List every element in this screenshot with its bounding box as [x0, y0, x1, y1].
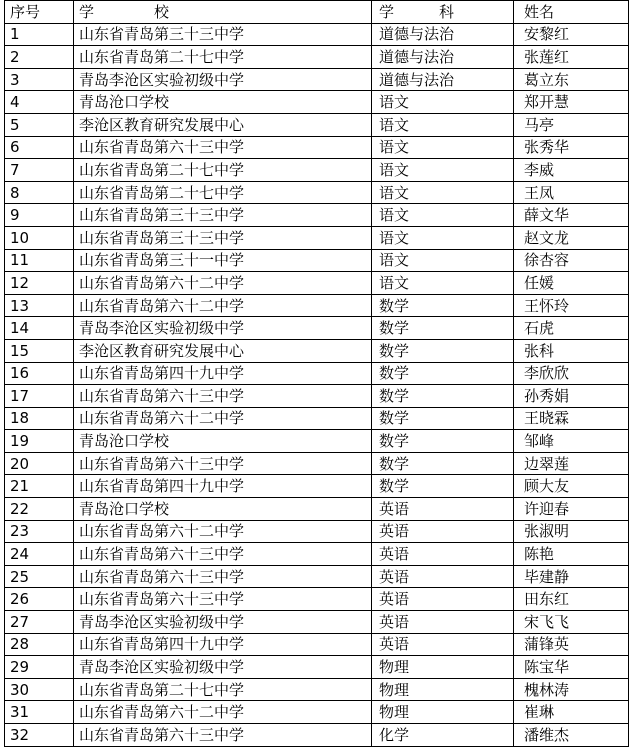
row-subject: 物理 [372, 701, 514, 724]
row-index: 12 [5, 272, 74, 295]
table-row [5, 23, 629, 46]
table-row [5, 430, 629, 453]
table-row [5, 724, 629, 747]
table-row [5, 633, 629, 656]
row-subject: 数学 [372, 452, 514, 475]
row-school: 山东省青岛第二十七中学 [74, 159, 372, 182]
row-index: 7 [5, 159, 74, 182]
table-row [5, 678, 629, 701]
row-index: 6 [5, 136, 74, 159]
row-index: 19 [5, 430, 74, 453]
row-subject: 数学 [372, 294, 514, 317]
row-school: 青岛沧口学校 [74, 430, 372, 453]
table-row [5, 588, 629, 611]
row-name: 毕建静 [514, 565, 629, 588]
row-subject: 英语 [372, 588, 514, 611]
row-subject: 语文 [372, 113, 514, 136]
row-index: 10 [5, 226, 74, 249]
row-school: 山东省青岛第四十九中学 [74, 362, 372, 385]
row-name: 槐林涛 [514, 678, 629, 701]
header-name: 姓名 [514, 1, 629, 24]
row-school: 李沧区教育研究发展中心 [74, 339, 372, 362]
table-row [5, 113, 629, 136]
row-school: 山东省青岛第三十三中学 [74, 226, 372, 249]
row-subject: 英语 [372, 565, 514, 588]
row-subject: 语文 [372, 249, 514, 272]
row-subject: 数学 [372, 362, 514, 385]
row-subject: 语文 [372, 159, 514, 182]
row-school: 青岛李沧区实验初级中学 [74, 656, 372, 679]
table-row [5, 159, 629, 182]
row-name: 宋飞飞 [514, 611, 629, 634]
row-index: 17 [5, 385, 74, 408]
row-index: 11 [5, 249, 74, 272]
row-subject: 语文 [372, 204, 514, 227]
row-name: 任媛 [514, 272, 629, 295]
table-row [5, 362, 629, 385]
row-name: 葛立东 [514, 68, 629, 91]
row-subject: 英语 [372, 633, 514, 656]
row-index: 20 [5, 452, 74, 475]
row-school: 山东省青岛第四十九中学 [74, 475, 372, 498]
row-index: 16 [5, 362, 74, 385]
row-index: 23 [5, 520, 74, 543]
row-name: 张科 [514, 339, 629, 362]
table-row [5, 226, 629, 249]
table-row [5, 181, 629, 204]
row-name: 李威 [514, 159, 629, 182]
row-subject: 数学 [372, 430, 514, 453]
table-row [5, 136, 629, 159]
table-row [5, 565, 629, 588]
row-index: 27 [5, 611, 74, 634]
table-row [5, 249, 629, 272]
table-row [5, 701, 629, 724]
row-name: 王凤 [514, 181, 629, 204]
row-index: 15 [5, 339, 74, 362]
row-subject: 语文 [372, 136, 514, 159]
teacher-roster-table [4, 0, 629, 747]
row-subject: 英语 [372, 611, 514, 634]
row-name: 陈宝华 [514, 656, 629, 679]
row-school: 山东省青岛第六十三中学 [74, 136, 372, 159]
header-subject: 学 科 [372, 1, 514, 24]
row-name: 安黎红 [514, 23, 629, 46]
row-school: 青岛沧口学校 [74, 498, 372, 521]
row-subject: 数学 [372, 407, 514, 430]
row-subject: 英语 [372, 520, 514, 543]
row-index: 4 [5, 91, 74, 114]
table-row [5, 498, 629, 521]
table-row [5, 475, 629, 498]
row-school: 山东省青岛第四十九中学 [74, 633, 372, 656]
row-index: 14 [5, 317, 74, 340]
row-name: 王怀玲 [514, 294, 629, 317]
row-school: 山东省青岛第六十三中学 [74, 543, 372, 566]
table-row [5, 91, 629, 114]
row-subject: 英语 [372, 498, 514, 521]
row-subject: 物理 [372, 656, 514, 679]
row-index: 29 [5, 656, 74, 679]
table-row [5, 543, 629, 566]
row-index: 18 [5, 407, 74, 430]
row-index: 8 [5, 181, 74, 204]
row-name: 张淑明 [514, 520, 629, 543]
row-name: 邹峰 [514, 430, 629, 453]
row-school: 山东省青岛第三十三中学 [74, 204, 372, 227]
table-row [5, 520, 629, 543]
row-name: 田东红 [514, 588, 629, 611]
row-index: 26 [5, 588, 74, 611]
row-school: 山东省青岛第六十二中学 [74, 407, 372, 430]
row-school: 山东省青岛第六十三中学 [74, 588, 372, 611]
row-subject: 道德与法治 [372, 23, 514, 46]
row-name: 张莲红 [514, 46, 629, 69]
row-name: 王晓霖 [514, 407, 629, 430]
table-row [5, 204, 629, 227]
row-index: 24 [5, 543, 74, 566]
row-name: 马亭 [514, 113, 629, 136]
row-school: 青岛沧口学校 [74, 91, 372, 114]
row-index: 2 [5, 46, 74, 69]
row-school: 青岛李沧区实验初级中学 [74, 611, 372, 634]
row-name: 李欣欣 [514, 362, 629, 385]
table-body [5, 1, 629, 747]
row-subject: 英语 [372, 543, 514, 566]
table-header-row [5, 1, 629, 24]
table-row [5, 317, 629, 340]
row-name: 薛文华 [514, 204, 629, 227]
row-name: 徐杏容 [514, 249, 629, 272]
table-row [5, 407, 629, 430]
table-row [5, 656, 629, 679]
row-school: 青岛李沧区实验初级中学 [74, 68, 372, 91]
row-index: 5 [5, 113, 74, 136]
row-school: 山东省青岛第六十三中学 [74, 565, 372, 588]
row-subject: 物理 [372, 678, 514, 701]
row-index: 1 [5, 23, 74, 46]
row-name: 郑开慧 [514, 91, 629, 114]
table-row [5, 452, 629, 475]
row-school: 山东省青岛第三十一中学 [74, 249, 372, 272]
row-subject: 道德与法治 [372, 68, 514, 91]
row-school: 李沧区教育研究发展中心 [74, 113, 372, 136]
row-subject: 语文 [372, 91, 514, 114]
row-school: 山东省青岛第六十二中学 [74, 272, 372, 295]
row-index: 28 [5, 633, 74, 656]
row-subject: 语文 [372, 226, 514, 249]
row-name: 潘维杰 [514, 724, 629, 747]
table-row [5, 385, 629, 408]
row-school: 山东省青岛第六十三中学 [74, 452, 372, 475]
row-subject: 语文 [372, 272, 514, 295]
row-index: 9 [5, 204, 74, 227]
row-subject: 化学 [372, 724, 514, 747]
row-subject: 道德与法治 [372, 46, 514, 69]
header-index: 序号 [5, 1, 74, 24]
row-name: 崔琳 [514, 701, 629, 724]
row-name: 许迎春 [514, 498, 629, 521]
row-school: 山东省青岛第六十三中学 [74, 724, 372, 747]
row-subject: 数学 [372, 385, 514, 408]
row-subject: 数学 [372, 317, 514, 340]
table-row [5, 611, 629, 634]
row-name: 孙秀娟 [514, 385, 629, 408]
row-index: 31 [5, 701, 74, 724]
row-name: 张秀华 [514, 136, 629, 159]
row-school: 山东省青岛第六十二中学 [74, 701, 372, 724]
row-subject: 语文 [372, 181, 514, 204]
row-name: 边翠莲 [514, 452, 629, 475]
row-school: 山东省青岛第二十七中学 [74, 46, 372, 69]
row-subject: 数学 [372, 339, 514, 362]
row-school: 山东省青岛第六十三中学 [74, 385, 372, 408]
row-subject: 数学 [372, 475, 514, 498]
row-index: 32 [5, 724, 74, 747]
row-name: 石虎 [514, 317, 629, 340]
row-index: 3 [5, 68, 74, 91]
row-name: 蒲锋英 [514, 633, 629, 656]
row-school: 山东省青岛第二十七中学 [74, 678, 372, 701]
table-row [5, 46, 629, 69]
table-row [5, 294, 629, 317]
row-index: 22 [5, 498, 74, 521]
table-row [5, 339, 629, 362]
row-index: 30 [5, 678, 74, 701]
row-school: 山东省青岛第三十三中学 [74, 23, 372, 46]
row-name: 赵文龙 [514, 226, 629, 249]
row-school: 山东省青岛第六十二中学 [74, 294, 372, 317]
row-school: 山东省青岛第六十二中学 [74, 520, 372, 543]
row-name: 顾大友 [514, 475, 629, 498]
row-index: 25 [5, 565, 74, 588]
table-row [5, 272, 629, 295]
row-index: 21 [5, 475, 74, 498]
header-school: 学 校 [74, 1, 372, 24]
row-index: 13 [5, 294, 74, 317]
row-school: 山东省青岛第二十七中学 [74, 181, 372, 204]
table-row [5, 68, 629, 91]
row-name: 陈艳 [514, 543, 629, 566]
row-school: 青岛李沧区实验初级中学 [74, 317, 372, 340]
